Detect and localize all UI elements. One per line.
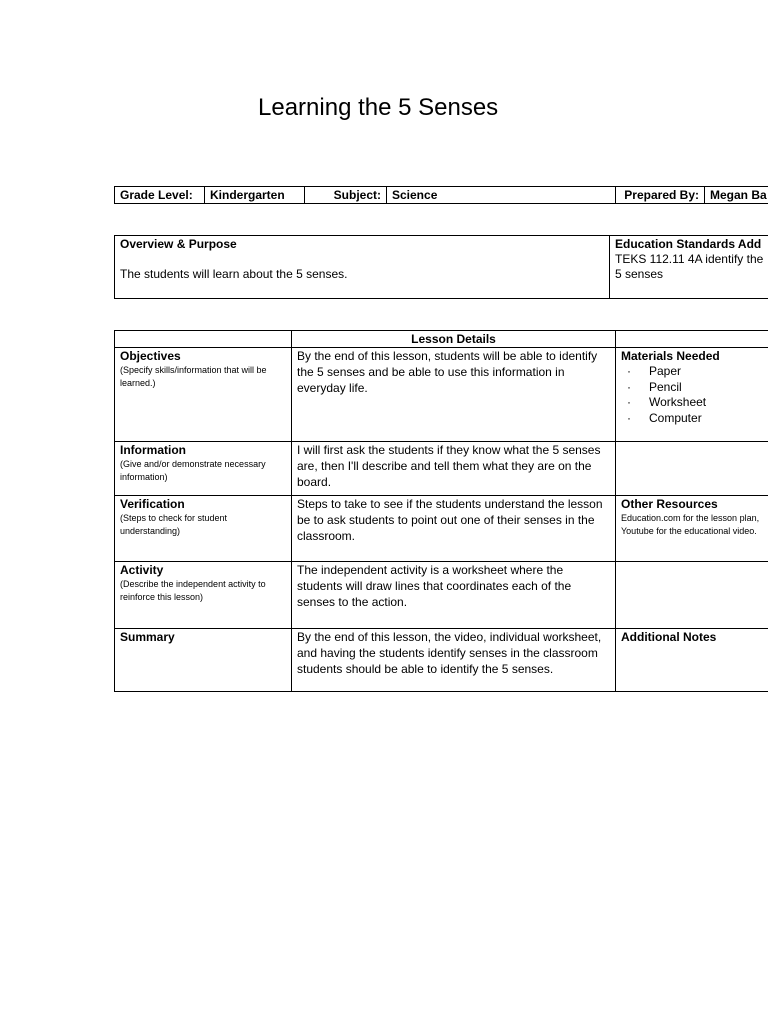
objectives-label-cell <box>115 348 292 442</box>
verification-sub: (Steps to check for student understanding) <box>120 513 228 536</box>
standards-cell <box>610 236 768 299</box>
subject-value: Science <box>387 187 616 204</box>
lesson-header-blank-right <box>616 331 768 348</box>
information-sub: (Give and/or demonstrate necessary information) <box>120 459 266 482</box>
objectives-text: By the end of this lesson, students will be able to identify the 5 senses and be able to use this information in everyday life. <box>292 348 616 442</box>
activity-right-blank <box>616 562 768 629</box>
information-right-blank <box>616 442 768 496</box>
overview-text: The students will learn about the 5 senses. <box>120 267 348 281</box>
lesson-details-header: Lesson Details <box>292 331 616 348</box>
header-table <box>114 186 768 204</box>
resources-heading: Other Resources <box>621 497 718 511</box>
activity-text: The independent activity is a worksheet where the students will draw lines that coordinates each of the senses to the action. <box>292 562 616 629</box>
summary-label-cell <box>115 629 292 692</box>
information-text: I will first ask the students if they know what the 5 senses are, then I'll describe and tell them what they are on the board. <box>292 442 616 496</box>
grade-level-label: Grade Level: <box>115 187 205 204</box>
verification-label-cell <box>115 496 292 562</box>
resources-text: Education.com for the lesson plan, Youtube for the educational video. <box>621 513 760 536</box>
prepared-by-value: Megan Ba <box>705 187 768 204</box>
list-item: · Worksheet <box>627 395 707 409</box>
verification-text: Steps to take to see if the students understand the lesson be to ask students to point out one of their senses in the classroom. <box>292 496 616 562</box>
information-label: Information <box>120 443 186 457</box>
information-label-cell <box>115 442 292 496</box>
standards-line-1: TEKS 112.11 4A identify the <box>615 252 764 266</box>
subject-label: Subject: <box>305 187 387 204</box>
list-item: · Pencil <box>627 379 682 394</box>
overview-table <box>114 235 768 299</box>
resources-cell <box>616 496 768 562</box>
verification-label: Verification <box>120 497 185 511</box>
activity-sub: (Describe the independent activity to reinforce this lesson) <box>120 579 266 602</box>
list-item: · Paper <box>627 364 682 378</box>
lesson-details-table <box>114 330 768 692</box>
activity-label: Activity <box>120 563 164 577</box>
summary-label: Summary <box>120 630 175 644</box>
activity-label-cell <box>115 562 292 629</box>
standards-heading: Education Standards Add <box>615 237 762 251</box>
lesson-header-blank <box>115 331 292 348</box>
overview-heading: Overview & Purpose <box>120 237 237 251</box>
overview-cell <box>115 236 610 299</box>
materials-heading: Materials Needed <box>621 349 720 363</box>
objectives-label: Objectives <box>120 349 181 363</box>
notes-cell <box>616 629 768 692</box>
list-item: · Computer <box>627 410 702 425</box>
page-title: Learning the 5 Senses <box>258 94 499 121</box>
materials-list <box>621 364 768 426</box>
summary-text: By the end of this lesson, the video, individual worksheet, and having the students identify senses in the classroom students should be able to identify the 5 senses. <box>292 629 616 692</box>
standards-line-2: 5 senses <box>615 267 664 281</box>
objectives-sub: (Specify skills/information that will be learned.) <box>120 365 267 388</box>
grade-level-value: Kindergarten <box>205 187 305 204</box>
materials-cell <box>616 348 768 442</box>
prepared-by-label: Prepared By: <box>616 187 705 204</box>
additional-notes-heading: Additional Notes <box>621 630 717 644</box>
